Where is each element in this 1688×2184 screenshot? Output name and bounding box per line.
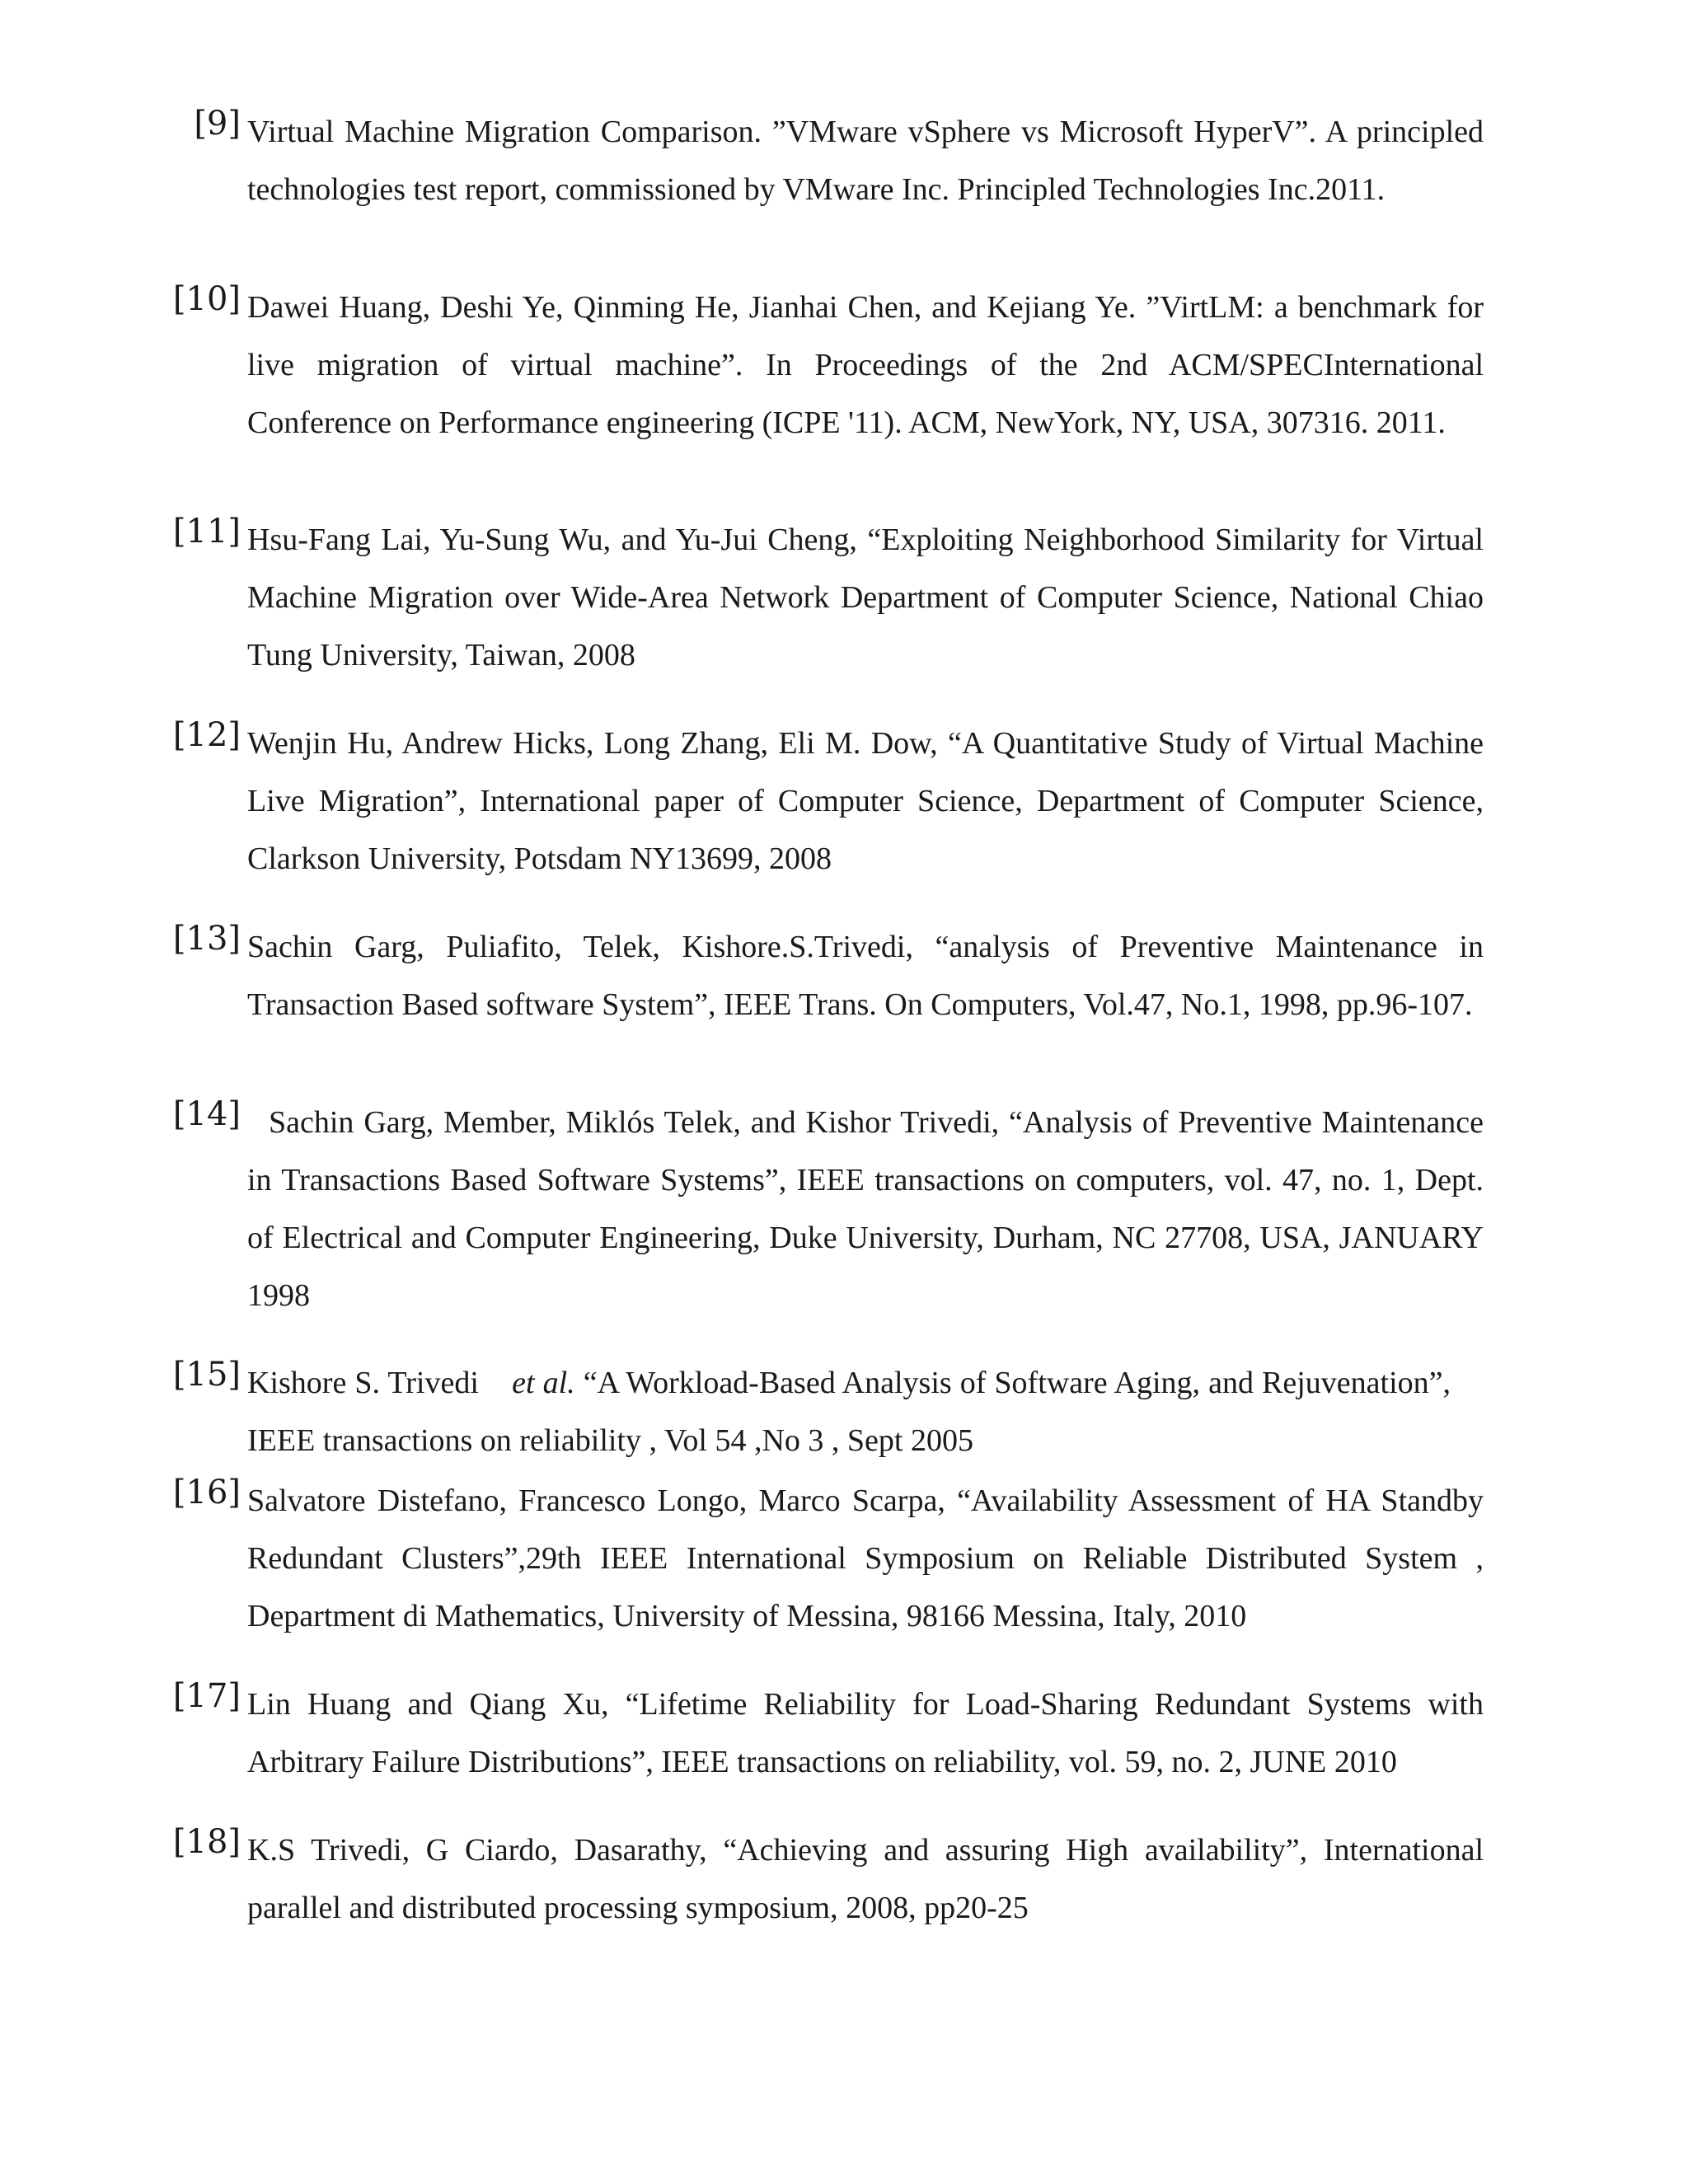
reference-number: [14]: [172, 1095, 241, 1133]
reference-text: Sachin Garg, Member, Miklós Telek, and Kishor Trivedi, “Analysis of Preventive Maintenance in Transactions Based Software Systems”, IEEE transactions on computers, vol. 47, no. 1, Dept. of Electrical and Computer Engineering, Duke University, Durham, NC 27708, USA, JANUARY 1998: [247, 1105, 1484, 1313]
reference-number: [9]: [194, 105, 241, 143]
reference-text: K.S Trivedi, G Ciardo, Dasarathy, “Achieving and assuring High availability”, International parallel and distributed processing symposium, 2008, pp20-25: [247, 1833, 1484, 1925]
reference-text: Sachin Garg, Puliafito, Telek, Kishore.S.Trivedi, “analysis of Preventive Maintenance in Transaction Based software System”, IEEE Trans. On Computers, Vol.47, No.1, 1998, pp.96-107.: [247, 930, 1484, 1022]
reference-text: Wenjin Hu, Andrew Hicks, Long Zhang, Eli M. Dow, “A Quantitative Study of Virtual Machine Live Migration”, International paper of Computer Science, Department of Computer Science, Clarkson University, Potsdam NY13699, 2008: [247, 726, 1484, 876]
reference-authors: Kishore S. Trivedi: [247, 1366, 479, 1400]
reference-text: Hsu-Fang Lai, Yu-Sung Wu, and Yu-Jui Cheng, “Exploiting Neighborhood Similarity for Virtual Machine Migration over Wide-Area Network Department of Computer Science, National Chiao Tung University, Taiwan, 2008: [247, 523, 1484, 673]
reference-number: [16]: [172, 1474, 241, 1511]
reference-number: [11]: [172, 513, 241, 551]
reference-number: [10]: [172, 280, 241, 318]
reference-number: [15]: [172, 1356, 241, 1394]
reference-text: Salvatore Distefano, Francesco Longo, Marco Scarpa, “Availability Assessment of HA Standby Redundant Clusters”,29th IEEE International Symposium on Reliable Distributed System , Department di Mathematics, University of Messina, 98166 Messina, Italy, 2010: [247, 1483, 1484, 1633]
reference-text: Dawei Huang, Deshi Ye, Qinming He, Jianhai Chen, and Kejiang Ye. ”VirtLM: a benchmark for live migration of virtual machine”. In Proceedings of the 2nd ACM/SPECInternational Conference on Performance engineering (ICPE '11). ACM, NewYork, NY, USA, 307316. 2011.: [247, 290, 1484, 440]
reference-number: [12]: [172, 716, 241, 754]
reference-text: Virtual Machine Migration Comparison. ”VMware vSphere vs Microsoft HyperV”. A principled technologies test report, commissioned by VMware Inc. Principled Technologies Inc.2011.: [247, 115, 1484, 207]
reference-et-al: et al.: [512, 1366, 575, 1400]
reference-number: [18]: [172, 1823, 241, 1861]
reference-text: Lin Huang and Qiang Xu, “Lifetime Reliability for Load-Sharing Redundant Systems with Arbitrary Failure Distributions”, IEEE transactions on reliability, vol. 59, no. 2, JUNE 2010: [247, 1687, 1484, 1779]
reference-number: [17]: [172, 1677, 241, 1715]
reference-number: [13]: [172, 920, 241, 958]
reference-text: [247, 1354, 1451, 1469]
reference-title: “A Workload-Based Analysis of Software Aging, and Rejuvenation”, IEEE transactions on reliability , Vol 54 ,No 3 , Sept 2005: [247, 1366, 1451, 1458]
